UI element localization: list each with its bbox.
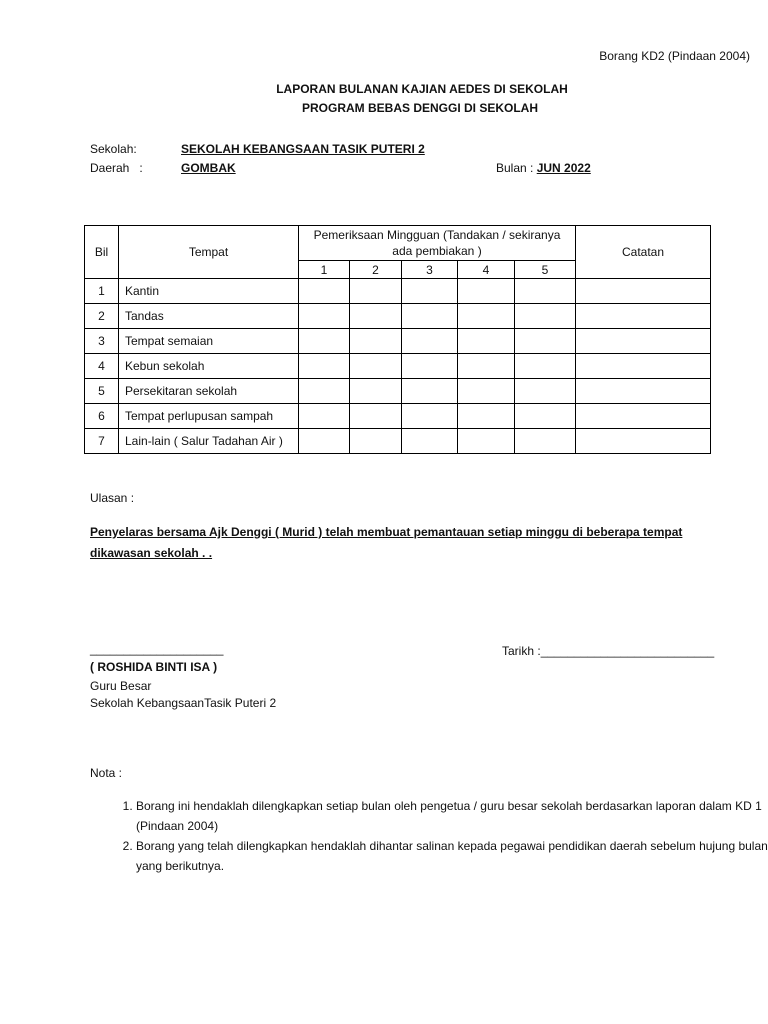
table-row <box>85 304 711 329</box>
signatory-name: ( ROSHIDA BINTI ISA ) <box>90 660 218 674</box>
catatan-cell[interactable] <box>576 379 711 404</box>
row-tempat: Kebun sekolah <box>119 354 299 379</box>
week-cell[interactable] <box>458 304 515 329</box>
inspection-table <box>84 225 711 454</box>
school-value: SEKOLAH KEBANGSAAN TASIK PUTERI 2 <box>181 142 425 156</box>
remarks-line-1: Penyelaras bersama Ajk Denggi ( Murid ) telah membuat pemantauan setiap minggu di beberapa tempat <box>90 525 683 539</box>
row-tempat: Lain-lain ( Salur Tadahan Air ) <box>119 429 299 454</box>
catatan-cell[interactable] <box>576 329 711 354</box>
row-tempat: Kantin <box>119 279 299 304</box>
row-bil: 1 <box>85 279 119 304</box>
week-cell[interactable] <box>515 404 576 429</box>
title-line-2: PROGRAM BEBAS DENGGI DI SEKOLAH <box>301 101 538 115</box>
week-cell[interactable] <box>458 379 515 404</box>
row-tempat: Persekitaran sekolah <box>119 379 299 404</box>
table-row <box>85 404 711 429</box>
notes-label: Nota : <box>90 766 123 780</box>
row-tempat: Tandas <box>119 304 299 329</box>
table-row <box>85 329 711 354</box>
week-cell[interactable] <box>458 354 515 379</box>
header-week-4: 4 <box>458 261 515 279</box>
row-bil: 3 <box>85 329 119 354</box>
header-week-1: 1 <box>299 261 350 279</box>
row-bil: 2 <box>85 304 119 329</box>
week-cell[interactable] <box>515 429 576 454</box>
signatory-school: Sekolah KebangsaanTasik Puteri 2 <box>90 696 277 710</box>
week-cell[interactable] <box>350 279 402 304</box>
table-row <box>85 279 711 304</box>
week-cell[interactable] <box>299 379 350 404</box>
week-cell[interactable] <box>350 429 402 454</box>
row-bil: 6 <box>85 404 119 429</box>
week-cell[interactable] <box>515 304 576 329</box>
week-cell[interactable] <box>402 429 458 454</box>
row-tempat: Tempat semaian <box>119 329 299 354</box>
week-cell[interactable] <box>458 279 515 304</box>
form-code: Borang KD2 (Pindaan 2004) <box>599 49 750 63</box>
week-cell[interactable] <box>299 429 350 454</box>
date-label: Tarikh : <box>502 644 541 658</box>
school-label: Sekolah: <box>90 142 137 156</box>
header-tempat: Tempat <box>119 226 299 279</box>
note-item: 1. Borang ini hendaklah dilengkapkan setiap bulan oleh pengetua / guru besar sekolah berdasarkan laporan dalam KD 1 (Pindaan 2004) <box>136 796 768 836</box>
month-field <box>496 161 591 175</box>
notes-list <box>90 796 768 876</box>
signature-line: ____________________ <box>90 642 224 656</box>
week-cell[interactable] <box>299 354 350 379</box>
week-cell[interactable] <box>350 304 402 329</box>
district-value: GOMBAK <box>181 161 236 175</box>
date-field <box>502 644 714 658</box>
month-value: JUN 2022 <box>536 161 591 175</box>
week-cell[interactable] <box>350 379 402 404</box>
week-cell[interactable] <box>402 279 458 304</box>
table-row <box>85 354 711 379</box>
row-tempat: Tempat perlupusan sampah <box>119 404 299 429</box>
week-cell[interactable] <box>515 379 576 404</box>
header-week-5: 5 <box>515 261 576 279</box>
week-cell[interactable] <box>350 329 402 354</box>
week-cell[interactable] <box>299 329 350 354</box>
note-item: 2. Borang yang telah dilengkapkan hendaklah dihantar salinan kepada pegawai pendidikan daerah sebelum hujung bulan yang berikutnya. <box>136 836 768 876</box>
signatory-position: Guru Besar <box>90 679 152 693</box>
catatan-cell[interactable] <box>576 304 711 329</box>
week-cell[interactable] <box>515 329 576 354</box>
week-cell[interactable] <box>299 404 350 429</box>
week-cell[interactable] <box>299 279 350 304</box>
header-week-2: 2 <box>350 261 402 279</box>
week-cell[interactable] <box>350 404 402 429</box>
week-cell[interactable] <box>515 354 576 379</box>
header-weekly-inspection: Pemeriksaan Mingguan (Tandakan / sekiranya ada pembiakan ) <box>299 226 576 261</box>
week-cell[interactable] <box>402 379 458 404</box>
week-cell[interactable] <box>402 329 458 354</box>
header-week-3: 3 <box>402 261 458 279</box>
week-cell[interactable] <box>458 429 515 454</box>
week-cell[interactable] <box>515 279 576 304</box>
header-catatan: Catatan <box>576 226 711 279</box>
week-cell[interactable] <box>350 354 402 379</box>
week-cell[interactable] <box>458 404 515 429</box>
catatan-cell[interactable] <box>576 354 711 379</box>
catatan-cell[interactable] <box>576 429 711 454</box>
remarks-line-2: dikawasan sekolah . . <box>90 546 213 560</box>
week-cell[interactable] <box>402 304 458 329</box>
row-bil: 4 <box>85 354 119 379</box>
week-cell[interactable] <box>402 354 458 379</box>
week-cell[interactable] <box>299 304 350 329</box>
month-label: Bulan : <box>496 161 537 175</box>
district-label: Daerah : <box>90 161 143 175</box>
catatan-cell[interactable] <box>576 404 711 429</box>
week-cell[interactable] <box>402 404 458 429</box>
catatan-cell[interactable] <box>576 279 711 304</box>
header-bil: Bil <box>85 226 119 279</box>
row-bil: 5 <box>85 379 119 404</box>
title-line-1: LAPORAN BULANAN KAJIAN AEDES DI SEKOLAH <box>276 82 568 96</box>
table-row <box>85 379 711 404</box>
remarks-label: Ulasan : <box>90 491 135 505</box>
date-line: __________________________ <box>540 644 715 658</box>
row-bil: 7 <box>85 429 119 454</box>
table-row <box>85 429 711 454</box>
week-cell[interactable] <box>458 329 515 354</box>
